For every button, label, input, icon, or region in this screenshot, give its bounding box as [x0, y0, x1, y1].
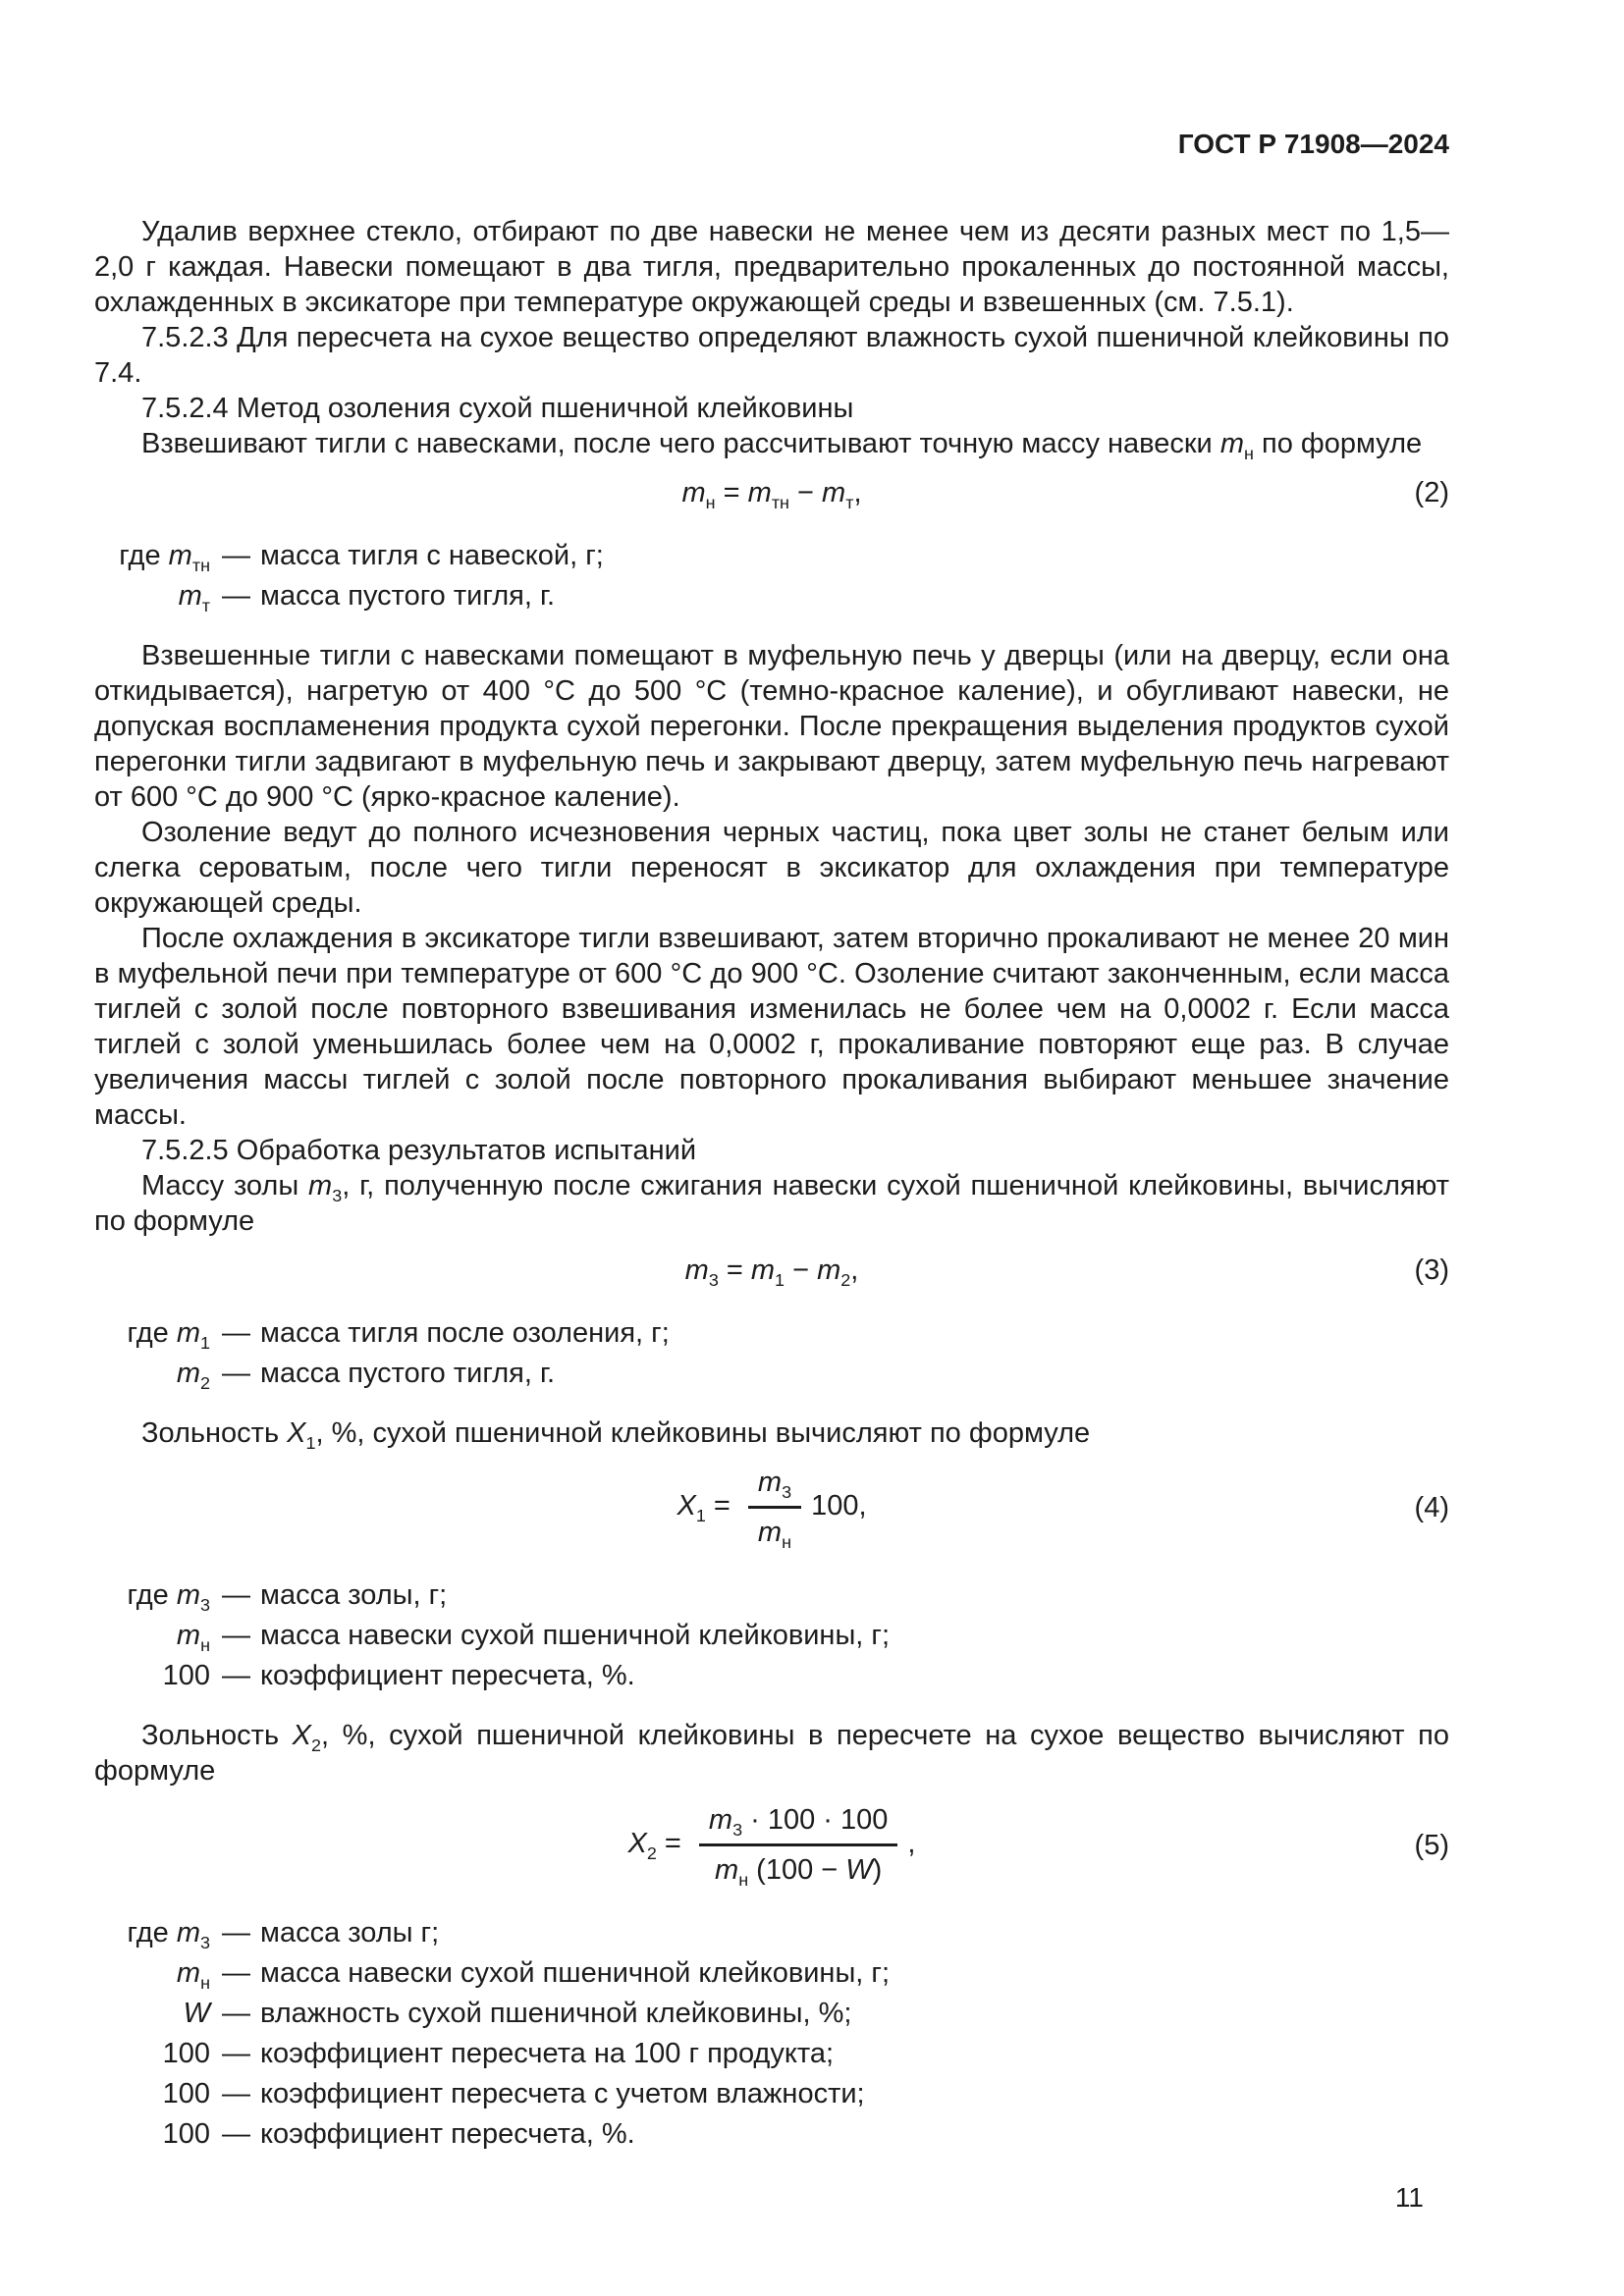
paragraph-reweighing: После охлаждения в эксикаторе тигли взвешивают, затем вторично прокаливают не менее 20 мин в муфельной печи при температуре от 600 °С до 900 °С. Озоление считают законченным, если масса тиглей с золой после повторного взвешивания изменилась не более чем на 0,0002 г. Если масса тиглей с золой уменьшилась более чем на 0,0002 г, прокаливание повторяют еще раз. В случае увеличения массы тиглей с золой после повторного прокаливания выбирают меньшее значение массы. [94, 923, 1449, 1131]
formula-number: (4) [1414, 1491, 1449, 1523]
definition-dash: — [222, 1579, 250, 1611]
deflist-formula-5 [94, 1913, 1449, 2155]
paragraph-ash-mass: Массу золы $m_3$, г, полученную после сжигания навески сухой пшеничной клейковины, вычисляют по формуле [94, 1170, 1449, 1237]
definition-term: 100 [162, 1660, 210, 1691]
definition-text: масса тигля после озоления, г; [260, 1317, 670, 1349]
fraction-denominator: $m_н$ (100 − W) [715, 1854, 883, 1890]
definition-dash: — [222, 1957, 250, 1989]
formula-number: (3) [1414, 1255, 1449, 1286]
definition-text: масса золы, г; [260, 1579, 448, 1611]
deflist-formula-4 [94, 1575, 1449, 1696]
formula-expression: $X_1$ = $\frac{m_3}{m_н}$ 100, [677, 1467, 867, 1552]
definition-text: масса пустого тигля, г. [260, 1358, 556, 1389]
definition-item [94, 536, 1449, 576]
definition-term: где $m_3$ [127, 1917, 210, 1952]
fraction [748, 1465, 801, 1550]
fraction [699, 1802, 898, 1888]
definition-item [94, 1313, 1449, 1354]
definition-text: масса навески сухой пшеничной клейковины, г; [260, 1957, 891, 1989]
definition-term: $m_н$ [176, 1620, 210, 1655]
definition-item [94, 576, 1449, 616]
definition-text: коэффициент пересчета на 100 г продукта; [260, 2038, 835, 2069]
definition-dash: — [222, 1358, 250, 1389]
definition-item [94, 2114, 1449, 2155]
formula-4 [94, 1465, 1449, 1550]
definition-term: $m_т$ [178, 580, 210, 615]
definition-term: где $m_{тн}$ [119, 540, 210, 575]
fraction-numerator: $m_3$ [748, 1465, 801, 1509]
formula-number: (5) [1414, 1829, 1449, 1861]
document-content [94, 214, 1449, 2155]
formula-expression: $X_2$ = $\frac{m_3 \cdot 100 \cdot 100}{m_н (100 - W)}$ , [627, 1804, 916, 1890]
definition-item [94, 1656, 1449, 1696]
definition-term: где $m_3$ [127, 1579, 210, 1615]
definition-dash: — [222, 1620, 250, 1651]
definition-text: масса тигля с навеской, г; [260, 540, 604, 571]
definition-item [94, 1913, 1449, 1953]
fraction-denominator: $m_н$ [757, 1517, 792, 1552]
definition-text: коэффициент пересчета, %. [260, 2118, 635, 2150]
definition-term: $m_2$ [176, 1358, 210, 1393]
formula-3 [94, 1253, 1449, 1288]
page-footer [94, 2180, 1449, 2216]
definition-term: $m_н$ [176, 1957, 210, 1993]
definition-dash: — [222, 580, 250, 612]
formula-number: (2) [1414, 477, 1449, 508]
deflist-formula-3 [94, 1313, 1449, 1394]
formula-5 [94, 1802, 1449, 1888]
formula-expression: $m_н = m_{тн} - m_т$, [681, 477, 862, 512]
definition-item [94, 2034, 1449, 2074]
fraction-numerator: $m_3 \cdot 100 \cdot 100$ [699, 1802, 898, 1846]
definition-item [94, 1354, 1449, 1394]
definition-term: где $m_1$ [127, 1317, 210, 1353]
definition-term: W [183, 1998, 210, 2029]
definition-text: коэффициент пересчета с учетом влажности; [260, 2078, 865, 2109]
paragraph-sampling: Удалив верхнее стекло, отбирают по две навески не менее чем из десяти разных мест по 1,5—2,0 г каждая. Навески помещают в два тигля, предварительно прокаленных до постоянной массы, охлажденных в эксикаторе при температуре окружающей среды и взвешенных (см. 7.5.1). [94, 216, 1449, 318]
definition-item [94, 2074, 1449, 2114]
definition-item [94, 1994, 1449, 2034]
definition-text: масса пустого тигля, г. [260, 580, 556, 612]
standard-designation: ГОСТ Р 71908—2024 [1177, 129, 1449, 159]
definition-text: масса навески сухой пшеничной клейковины, г; [260, 1620, 891, 1651]
definition-dash: — [222, 2118, 250, 2150]
definition-item [94, 1616, 1449, 1656]
paragraph-charring: Взвешенные тигли с навесками помещают в муфельную печь у дверцы (или на дверцу, если она откидывается), нагретую от 400 °С до 500 °С (темно-красное каление), и обугливают навески, не допуская воспламенения продукта сухой перегонки. После прекращения выделения продуктов сухой перегонки тигли задвигают в муфельную печь и закрывают дверцу, затем муфельную печь нагревают от 600 °С до 900 °С (ярко-красное каление). [94, 640, 1449, 813]
definition-dash: — [222, 1998, 250, 2029]
paragraph-ash-content-x1: Зольность $X_1$, %, сухой пшеничной клейковины вычисляют по формуле [141, 1417, 1091, 1453]
definition-dash: — [222, 2078, 250, 2109]
paragraph-ashing: Озоление ведут до полного исчезновения черных частиц, пока цвет золы не станет белым или слегка сероватым, после чего тигли переносят в эксикатор для охлаждения при температуре окружающей среды. [94, 817, 1449, 919]
paragraph-ash-content-x2: Зольность $X_2$, %, сухой пшеничной клейковины в пересчете на сухое вещество вычисляют по формуле [94, 1720, 1449, 1787]
definition-dash: — [222, 1317, 250, 1349]
definition-text: влажность сухой пшеничной клейковины, %; [260, 1998, 852, 2029]
definition-text: коэффициент пересчета, %. [260, 1660, 635, 1691]
document-header [94, 128, 1449, 161]
definition-dash: — [222, 1917, 250, 1949]
definition-item [94, 1953, 1449, 1994]
definition-dash: — [222, 2038, 250, 2069]
definition-item [94, 1575, 1449, 1616]
page-number: 11 [1394, 2182, 1424, 2213]
definition-dash: — [222, 1660, 250, 1691]
paragraph-weighing: Взвешивают тигли с навесками, после чего рассчитывают точную массу навески $m_н$ по формуле [141, 428, 1423, 463]
definition-term: 100 [162, 2038, 210, 2069]
formula-2 [94, 475, 1449, 510]
deflist-formula-2 [94, 536, 1449, 616]
definition-dash: — [222, 540, 250, 571]
clause-7-5-2-4: 7.5.2.4 Метод озоления сухой пшеничной клейковины [141, 393, 854, 424]
definition-text: масса золы г; [260, 1917, 440, 1949]
definition-term: 100 [162, 2078, 210, 2109]
definition-term: 100 [162, 2118, 210, 2150]
clause-7-5-2-3: 7.5.2.3 Для пересчета на сухое вещество определяют влажность сухой пшеничной клейковины по 7.4. [94, 322, 1449, 389]
clause-7-5-2-5: 7.5.2.5 Обработка результатов испытаний [141, 1135, 697, 1166]
formula-expression: $m_3 = m_1 - m_2$, [684, 1255, 859, 1290]
